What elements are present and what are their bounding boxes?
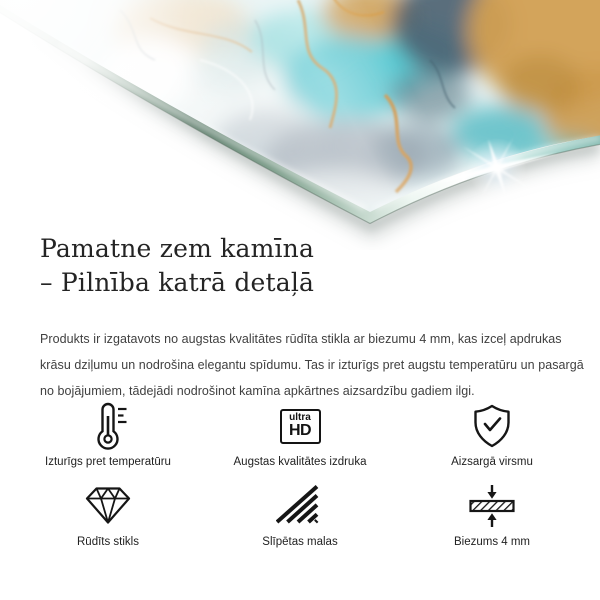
page-title: [40, 232, 314, 300]
feature-print-quality: [204, 401, 396, 468]
page-title-line-1: Pamatne zem kamīna: [40, 234, 315, 263]
ultra-hd-text-bottom: HD: [288, 422, 312, 440]
thermometer-icon: [84, 401, 132, 451]
feature-polished-edges: [204, 481, 396, 548]
hero-product-image: [0, 0, 600, 250]
feature-grid: [12, 401, 588, 548]
feature-label: Biezums 4 mm: [453, 536, 531, 548]
feature-temperature: [12, 401, 204, 468]
feature-protection: [396, 401, 588, 468]
feature-tempered-glass: [12, 481, 204, 548]
feature-label: Augstas kvalitātes izdruka: [233, 456, 367, 468]
page-title-line-2: – Pilnība katrā detaļā: [40, 268, 315, 297]
ultra-hd-text-top: ultra: [289, 412, 311, 424]
feature-thickness: [396, 481, 588, 548]
beveled-edges-icon: [276, 481, 324, 531]
product-description: Produkts ir izgatavots no augstas kvalitātes rūdīta stikla ar biezumu 4 mm, kas izceļ apdrukas krāsu dziļumu un nodrošina elegantu spīdumu. Tas ir izturīgs pret augstu temperatūru un pasargā no bojājumiem, tādejādi nodrošinot kamīna apkārtnes aizsardzību gadiem ilgi.: [40, 331, 584, 398]
thickness-icon: [468, 481, 516, 531]
diamond-icon: [84, 481, 132, 531]
white-fade-overlay: [0, 0, 600, 250]
feature-label: Izturīgs pret temperatūru: [45, 456, 171, 468]
shield-check-icon: [468, 401, 516, 451]
feature-label: Rūdīts stikls: [77, 536, 139, 548]
feature-label: Slīpētas malas: [262, 536, 338, 548]
feature-label: Aizsargā virsmu: [451, 456, 533, 468]
ultra-hd-icon: [280, 401, 321, 451]
